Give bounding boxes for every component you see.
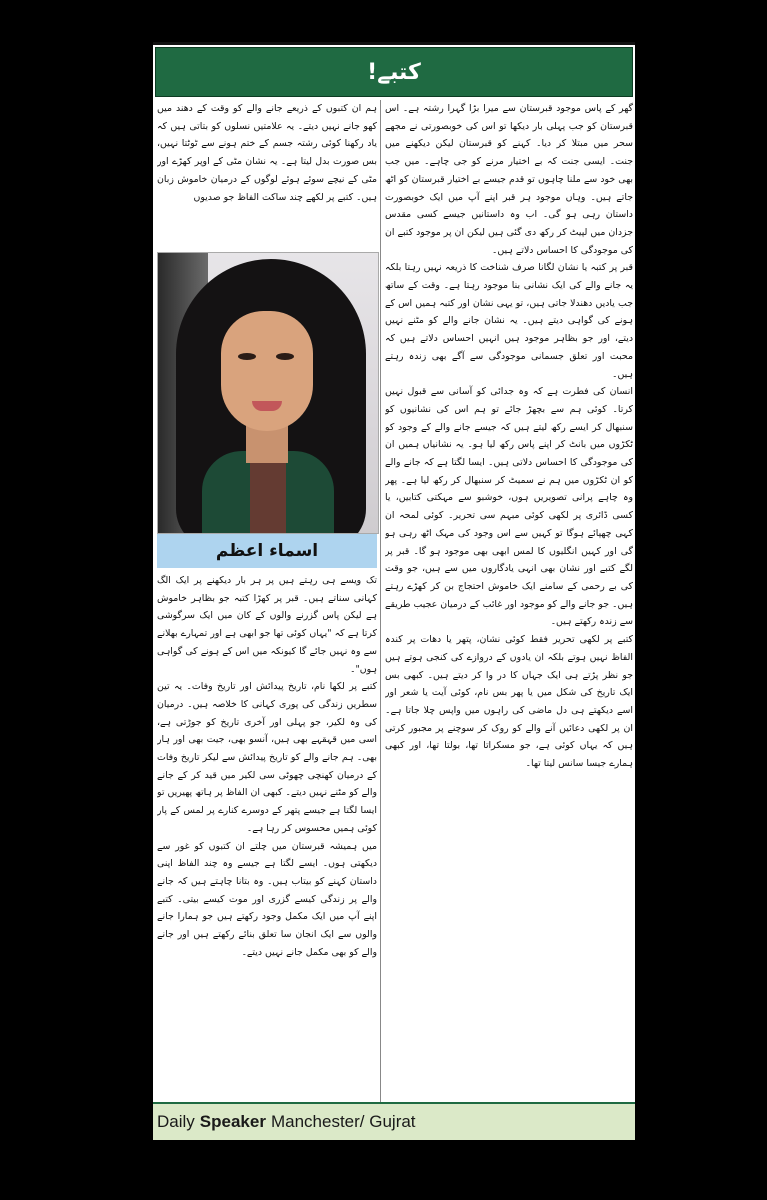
column-header <box>155 47 633 97</box>
paragraph: انسان کی فطرت ہے کہ وہ جدائی کو آسانی سے قبول نہیں کرتا۔ کوئی ہم سے بچھڑ جائے تو ہم اس کی نشانیوں کو سنبھال کر ایسے رکھ لیتے ہیں کہ جیسے جانے والے کے وجود کو ٹکڑوں میں بانٹ کر اپنے پاس رکھ لیا ہو۔ یہ نشانیاں ہمیں ان کی موجودگی کا احساس دلاتی ہیں۔ ایسا لگتا ہے کہ جانے والے کو ان ٹکڑوں میں ہم نے سمیٹ کر سنبھال کر رکھ لیا ہے۔ پھر وہ چاہے پرانی تصویریں ہوں، خوشبو سے مہکتی کتابیں، یا کسی ڈائری پر لکھی کوئی مبہم سی تحریر۔ کوئی لمحہ ان کہی چھپائے ہوگا تو کہیں سے اس وجود کی مہک اٹھ رہی ہو گی اور کہیں انگلیوں کا لمس ابھی بھی موجود ہو گا۔ قبر پر لگے کتبے اور نشان بھی انہی یادگاروں میں سے ہیں، جو وقت کی بے رحمی کے سامنے ایک خاموش احتجاج بن کر کھڑے رہتے ہیں۔ جو جانے والے کو موجود اور غائب کے درمیان عجیب طریقے سے زندہ رکھتے ہیں۔ <box>385 386 633 628</box>
top-rule <box>153 42 635 45</box>
paragraph: کتبے پر لکھی تحریر فقط کوئی نشان، پتھر یا دھات پر کندہ الفاظ نہیں ہوتے بلکہ ان یادوں کے دروازے کی کنجی ہوتے ہیں جو نظر پڑتے ہی ایک جہاں کا در وا کر دیتے ہیں۔ کبھی بس ایک تاریخ کی شکل میں یا پھر بس نام، کوئی آیت یا شعر اور اسے دیکھتے ہی دل ماضی کی راہوں میں واپس چلا جاتا ہے۔ ان پر لکھی دعائیں آنے والے کو روک کر سوچنے پر مجبور کرتی ہیں کہ یہاں کوئی ہے، جو مسکراتا تھا، بولتا تھا، اور کبھی ہمارے جیسا سانس لیتا تھا۔ <box>385 634 633 770</box>
paragraph: قبر پر کتبہ یا نشان لگانا صرف شناخت کا ذریعہ نہیں رہتا بلکہ یہ جانے والے کی ایک نشانی بنا موجود رہتا ہے۔ وقت کے ساتھ جب یادیں دھندلا جاتی ہیں، تو یہی نشان اور کتبہ ہمیں اس کے ہونے کی گواہی دیتے ہیں۔ یہ نشان جانے والے کو مٹنے نہیں دیتے، اور جو بظاہر موجود ہیں انہیں احساس دلاتے ہیں کہ محبت اور تعلق جسمانی موجودگی سے آگے بھی زندہ رہتے ہیں۔ <box>385 262 633 380</box>
footer-prefix: Daily <box>157 1112 195 1131</box>
column-divider <box>380 100 381 1110</box>
footer-suffix: Manchester/ Gujrat <box>270 1112 416 1131</box>
newspaper-page <box>153 42 635 1140</box>
footer-brand: Speaker <box>199 1112 266 1131</box>
author-name: اسماء اعظم <box>215 541 319 561</box>
article-left-column-bottom <box>157 572 377 1112</box>
paragraph: گھر کے پاس موجود قبرستان سے میرا بڑا گہرا رشتہ ہے۔ اس قبرستان کو جب پہلی بار دیکھا تو اس کی خوبصورتی نے مجھے سحر میں مبتلا کر دیا۔ کہنے کو قبرستان لیکن دیکھنے میں جنت۔ ایسی جنت کہ بے اختیار مرنے کو جی چاہے۔ میں جب بھی خود سے ملنا چاہوں تو قدم جیسے بے اختیار قبرستان کو اٹھ جاتے ہیں۔ وہاں موجود ہر قبر اپنے آپ میں ایک خوبصورت داستان رہی ہو گی۔ اب وہ داستانیں جیسے کسی مقدس جزدان میں لپیٹ کر رکھ دی گئی ہیں لیکن ان پر موجود کتبے ان کی موجودگی کا احساس دلاتے ہیں۔ <box>385 103 633 256</box>
paragraph: تک ویسے ہی رہتے ہیں پر ہر بار دیکھنے پر ایک الگ کہانی سناتے ہیں۔ قبر پر کھڑا کتبہ جو بظاہر خاموش ہے لیکن پاس گزرنے والوں کے کان میں ایک سرگوشی کرتا ہے کہ "یہاں کوئی تھا جو ابھی ہے اور تمہارے بھلانے سے وہ نہیں جائے گا کیونکہ میں اس کے ہونے کی گواہی ہوں"۔ <box>157 575 377 675</box>
author-photo <box>157 252 379 534</box>
paragraph: میں ہمیشہ قبرستان میں چلتے ان کتبوں کو غور سے دیکھتی ہوں۔ ایسے لگتا ہے جیسے وہ چند الفاظ اپنی داستان کہنے کو بیتاب ہیں۔ وہ بتانا چاہتے ہیں کہ جانے والے پر زندگی کیسے گزری اور موت کیسے بیتی۔ کتبے اپنے آپ میں ایک مکمل وجود رکھتے ہیں جو ہمارا جانے والوں سے ایک انجان سا تعلق بنائے رکھتے ہیں اور جانے والے کو بھی مکمل جانے نہیں دیتے۔ <box>157 840 377 958</box>
paragraph: ہم ان کتبوں کے ذریعے جانے والے کو وقت کے دھند میں کھو جانے نہیں دیتے۔ یہ علامتیں نسلوں کو بتاتی ہیں کہ یاد رکھنا کوئی رشتہ جسم کے ختم ہونے سے ٹوٹتا نہیں، بس صورت بدل لیتا ہے۔ یہ نشان مٹی کے اوپر کھڑے اور مٹی کے نیچے سوئے ہوئے لوگوں کے درمیان خاموش زبان ہیں۔ کتبے پر لکھے چند ساکت الفاظ جو صدیوں <box>157 103 377 203</box>
author-byline <box>157 534 377 568</box>
article-left-column-top <box>157 100 377 250</box>
publication-footer <box>153 1104 635 1140</box>
column-title: کتبے! <box>367 59 421 85</box>
paragraph: کتبے پر لکھا نام، تاریخ پیدائش اور تاریخ وفات۔ یہ تین سطریں زندگی کی پوری کہانی کا خلاصہ ہیں۔ درمیان کی وہ لکیر، جو پہلی اور آخری تاریخ کو جوڑتی ہے، اسی میں قہقہے بھی ہیں، آنسو بھی، جیت بھی اور ہار بھی۔ ہم جانے والے کو تاریخ پیدائش سے لیکر تاریخ وفات کے درمیان کھنچی چھوٹی سی لکیر میں قید کر کے جانے والے کو مٹنے نہیں دیتے۔ کبھی ان الفاظ پر ہاتھ پھیریں تو ایسا لگتا ہے جیسے پتھر کے دوسرے کنارے پر لمس کے پار کوئی ہمیں محسوس کر رہا ہے۔ <box>157 681 377 834</box>
article-right-column <box>385 100 633 1110</box>
